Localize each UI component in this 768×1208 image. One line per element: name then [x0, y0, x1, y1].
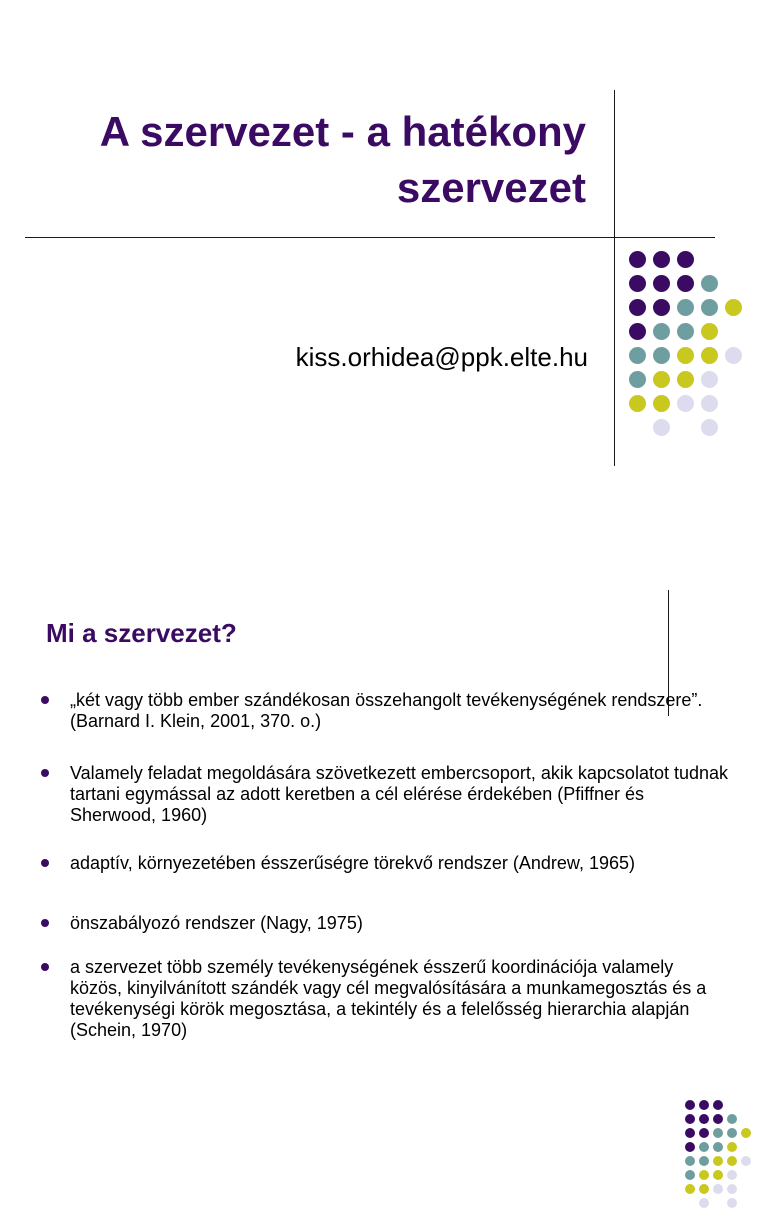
bullet-marker	[41, 859, 49, 867]
decorative-dot	[629, 323, 646, 340]
decorative-dot	[653, 419, 670, 436]
decorative-dot	[725, 347, 742, 364]
decorative-dot	[653, 371, 670, 388]
decorative-dot	[685, 1170, 695, 1180]
author-email: kiss.orhidea@ppk.elte.hu	[295, 342, 588, 372]
decorative-dot	[677, 395, 694, 412]
decorative-dot	[677, 275, 694, 292]
decorative-dot	[629, 347, 646, 364]
decorative-dot	[713, 1100, 723, 1110]
bullet-marker	[41, 769, 49, 777]
decorative-dot	[701, 299, 718, 316]
decorative-dot	[727, 1142, 737, 1152]
decorative-dot	[677, 347, 694, 364]
decorative-dot	[677, 299, 694, 316]
decorative-dot	[677, 323, 694, 340]
decorative-dot	[713, 1156, 723, 1166]
bullet-text: önszabályozó rendszer (Nagy, 1975)	[70, 913, 363, 933]
decorative-dot	[727, 1184, 737, 1194]
bullet-text: a szervezet több személy tevékenységének ésszerű koordinációja valamely közös, kinyilvánított szándék vagy cél megvalósítására a munkamegosztás és a tevékenységi körök megosztása, a tekintély és a felelősség hierarchia alapján (Schein, 1970)	[70, 957, 707, 1040]
decorative-dot	[701, 275, 718, 292]
decorative-dot	[741, 1156, 751, 1166]
decorative-dot	[701, 347, 718, 364]
decorative-dot	[699, 1156, 709, 1166]
horizontal-divider	[25, 237, 715, 238]
decorative-dot	[701, 371, 718, 388]
decorative-dot	[699, 1184, 709, 1194]
decorative-dot	[699, 1114, 709, 1124]
bullet-text: adaptív, környezetében ésszerűségre törekvő rendszer (Andrew, 1965)	[70, 853, 635, 873]
vertical-divider	[614, 90, 615, 466]
decorative-dot	[699, 1142, 709, 1152]
decorative-dot	[699, 1170, 709, 1180]
content-slide	[0, 512, 768, 1040]
decorative-dot	[685, 1156, 695, 1166]
bullet-item	[70, 690, 730, 732]
slide-title	[26, 104, 586, 216]
bullet-item	[70, 913, 730, 934]
bullet-item	[70, 957, 730, 1041]
decorative-dot	[685, 1128, 695, 1138]
decorative-dot	[629, 299, 646, 316]
decorative-dot	[701, 395, 718, 412]
decorative-dot	[629, 251, 646, 268]
bullet-marker	[41, 919, 49, 927]
decorative-dot	[727, 1114, 737, 1124]
decorative-dot	[629, 275, 646, 292]
decorative-dot	[727, 1170, 737, 1180]
decorative-dot	[713, 1128, 723, 1138]
decorative-dot	[677, 371, 694, 388]
decorative-dot	[653, 275, 670, 292]
decorative-dot	[629, 371, 646, 388]
decorative-dot	[685, 1184, 695, 1194]
decorative-dot	[685, 1100, 695, 1110]
decorative-dot	[653, 323, 670, 340]
decorative-dot	[653, 251, 670, 268]
decorative-dot	[699, 1128, 709, 1138]
decorative-dot	[653, 395, 670, 412]
title-line-2: szervezet	[396, 164, 586, 211]
decorative-dot	[713, 1114, 723, 1124]
bullet-item	[70, 853, 730, 874]
decorative-dot	[699, 1198, 709, 1208]
decorative-dot	[653, 299, 670, 316]
decorative-dot	[713, 1142, 723, 1152]
decorative-dot	[685, 1142, 695, 1152]
bullet-text: Valamely feladat megoldására szövetkezett embercsoport, akik kapcsolatot tudnak tartani egymással az adott keretben a cél elérése érdekében (Pfiffner és Sherwood, 1960)	[70, 763, 729, 825]
bullet-item	[70, 763, 730, 826]
decorative-dot	[701, 323, 718, 340]
decorative-dot	[701, 419, 718, 436]
slide-heading: Mi a szervezet?	[46, 618, 237, 648]
decorative-dot	[653, 347, 670, 364]
decorative-dot	[699, 1100, 709, 1110]
decorative-dot	[727, 1156, 737, 1166]
decorative-dot	[629, 395, 646, 412]
decorative-dot	[685, 1114, 695, 1124]
bullet-text: „két vagy több ember szándékosan összehangolt tevékenységének rendszere”. (Barnard I. Klein, 2001, 370. o.)	[70, 690, 703, 731]
decorative-dot	[713, 1170, 723, 1180]
decorative-dot	[727, 1128, 737, 1138]
bullet-marker	[41, 963, 49, 971]
decorative-dot	[727, 1198, 737, 1208]
decorative-dot	[713, 1184, 723, 1194]
decorative-dot	[741, 1128, 751, 1138]
decorative-dot	[677, 251, 694, 268]
title-slide	[0, 0, 768, 512]
decorative-dot	[725, 299, 742, 316]
title-line-1: A szervezet - a hatékony	[99, 108, 586, 155]
bullet-marker	[41, 696, 49, 704]
